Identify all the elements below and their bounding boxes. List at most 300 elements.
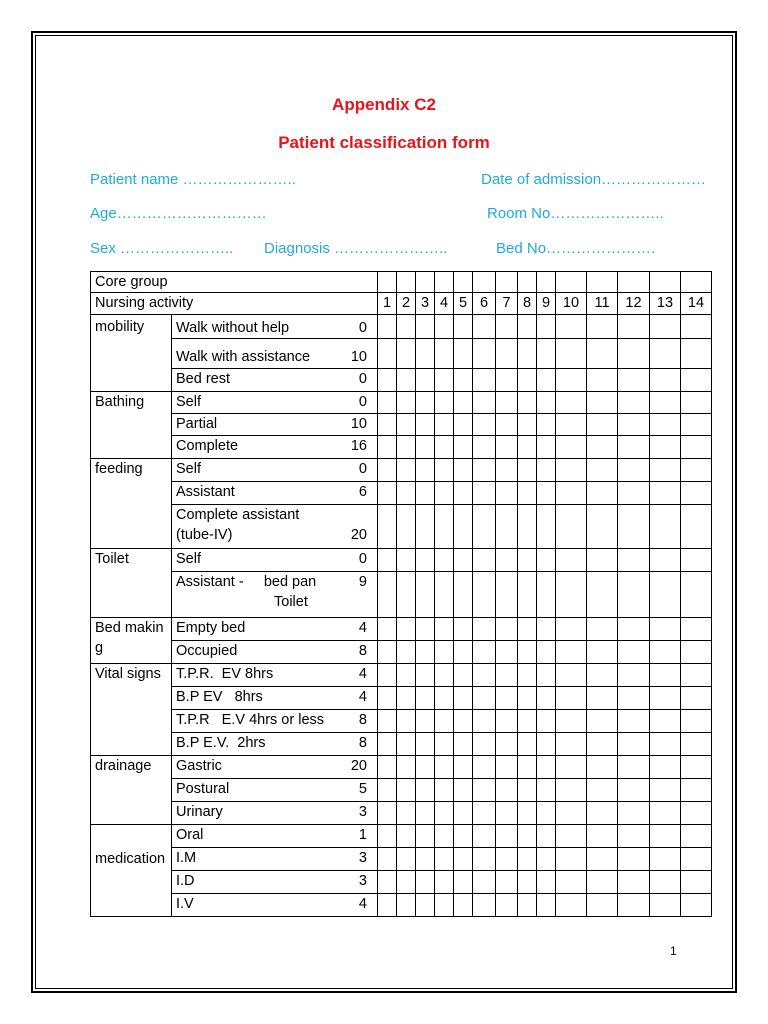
day-entry-cell[interactable]	[556, 664, 587, 687]
day-entry-cell[interactable]	[454, 641, 473, 664]
day-entry-cell[interactable]	[681, 436, 712, 459]
day-entry-cell[interactable]	[496, 459, 518, 482]
day-entry-cell[interactable]	[435, 710, 454, 733]
day-entry-cell[interactable]	[650, 618, 681, 641]
day-entry-cell[interactable]	[435, 756, 454, 779]
day-entry-cell[interactable]	[378, 549, 397, 572]
day-entry-cell[interactable]	[378, 710, 397, 733]
day-entry-cell[interactable]	[397, 825, 416, 848]
day-entry-cell[interactable]	[518, 369, 537, 392]
day-entry-cell[interactable]	[496, 392, 518, 414]
day-entry-cell[interactable]	[518, 871, 537, 894]
day-entry-cell[interactable]	[650, 825, 681, 848]
day-entry-cell[interactable]	[681, 315, 712, 339]
day-entry-cell[interactable]	[681, 572, 712, 618]
day-entry-cell[interactable]	[473, 549, 496, 572]
day-entry-cell[interactable]	[681, 369, 712, 392]
day-entry-cell[interactable]	[681, 549, 712, 572]
day-entry-cell[interactable]	[587, 779, 618, 802]
day-entry-cell[interactable]	[454, 414, 473, 436]
day-entry-cell[interactable]	[681, 871, 712, 894]
day-entry-cell[interactable]	[618, 756, 650, 779]
day-entry-cell[interactable]	[416, 641, 435, 664]
age-field[interactable]: Age…………………………	[90, 205, 267, 222]
day-entry-cell[interactable]	[496, 733, 518, 756]
day-entry-cell[interactable]	[397, 392, 416, 414]
day-entry-cell[interactable]	[537, 369, 556, 392]
day-entry-cell[interactable]	[397, 369, 416, 392]
day-entry-cell[interactable]	[454, 339, 473, 369]
day-entry-cell[interactable]	[587, 664, 618, 687]
day-entry-cell[interactable]	[496, 482, 518, 505]
day-entry-cell[interactable]	[454, 802, 473, 825]
day-entry-cell[interactable]	[378, 315, 397, 339]
day-entry-cell[interactable]	[556, 392, 587, 414]
day-entry-cell[interactable]	[537, 871, 556, 894]
day-entry-cell[interactable]	[518, 272, 537, 293]
day-entry-cell[interactable]	[496, 710, 518, 733]
day-entry-cell[interactable]	[435, 894, 454, 917]
day-entry-cell[interactable]	[378, 272, 397, 293]
day-entry-cell[interactable]	[496, 848, 518, 871]
day-entry-cell[interactable]	[618, 482, 650, 505]
day-entry-cell[interactable]	[454, 756, 473, 779]
day-entry-cell[interactable]	[537, 505, 556, 549]
day-entry-cell[interactable]	[496, 871, 518, 894]
day-entry-cell[interactable]	[556, 848, 587, 871]
day-entry-cell[interactable]	[587, 894, 618, 917]
day-entry-cell[interactable]	[518, 825, 537, 848]
day-entry-cell[interactable]	[496, 549, 518, 572]
day-entry-cell[interactable]	[650, 459, 681, 482]
day-entry-cell[interactable]	[454, 392, 473, 414]
day-entry-cell[interactable]	[518, 848, 537, 871]
day-entry-cell[interactable]	[473, 687, 496, 710]
day-entry-cell[interactable]	[473, 315, 496, 339]
day-entry-cell[interactable]	[681, 505, 712, 549]
day-entry-cell[interactable]	[556, 549, 587, 572]
day-entry-cell[interactable]	[518, 549, 537, 572]
day-entry-cell[interactable]	[416, 392, 435, 414]
day-entry-cell[interactable]	[473, 825, 496, 848]
day-entry-cell[interactable]	[518, 392, 537, 414]
day-entry-cell[interactable]	[518, 505, 537, 549]
day-entry-cell[interactable]	[650, 505, 681, 549]
day-entry-cell[interactable]	[618, 687, 650, 710]
day-entry-cell[interactable]	[556, 414, 587, 436]
day-entry-cell[interactable]	[518, 802, 537, 825]
day-entry-cell[interactable]	[618, 848, 650, 871]
day-entry-cell[interactable]	[618, 710, 650, 733]
day-entry-cell[interactable]	[518, 664, 537, 687]
day-entry-cell[interactable]	[496, 414, 518, 436]
day-entry-cell[interactable]	[416, 894, 435, 917]
day-entry-cell[interactable]	[473, 414, 496, 436]
day-entry-cell[interactable]	[496, 369, 518, 392]
day-entry-cell[interactable]	[618, 414, 650, 436]
day-entry-cell[interactable]	[556, 482, 587, 505]
day-entry-cell[interactable]	[435, 549, 454, 572]
day-entry-cell[interactable]	[681, 710, 712, 733]
patient-name-field[interactable]: Patient name …………………..	[90, 171, 296, 188]
day-entry-cell[interactable]	[556, 572, 587, 618]
day-entry-cell[interactable]	[681, 779, 712, 802]
day-entry-cell[interactable]	[537, 664, 556, 687]
day-entry-cell[interactable]	[435, 802, 454, 825]
day-entry-cell[interactable]	[435, 641, 454, 664]
day-entry-cell[interactable]	[454, 272, 473, 293]
day-entry-cell[interactable]	[681, 687, 712, 710]
day-entry-cell[interactable]	[416, 482, 435, 505]
day-entry-cell[interactable]	[378, 505, 397, 549]
day-entry-cell[interactable]	[496, 572, 518, 618]
day-entry-cell[interactable]	[397, 618, 416, 641]
day-entry-cell[interactable]	[397, 572, 416, 618]
day-entry-cell[interactable]	[587, 710, 618, 733]
day-entry-cell[interactable]	[587, 756, 618, 779]
day-entry-cell[interactable]	[454, 779, 473, 802]
day-entry-cell[interactable]	[397, 687, 416, 710]
day-entry-cell[interactable]	[496, 272, 518, 293]
day-entry-cell[interactable]	[473, 894, 496, 917]
day-entry-cell[interactable]	[378, 618, 397, 641]
day-entry-cell[interactable]	[454, 871, 473, 894]
day-entry-cell[interactable]	[435, 733, 454, 756]
day-entry-cell[interactable]	[650, 392, 681, 414]
day-entry-cell[interactable]	[435, 339, 454, 369]
day-entry-cell[interactable]	[556, 339, 587, 369]
day-entry-cell[interactable]	[556, 756, 587, 779]
day-entry-cell[interactable]	[537, 459, 556, 482]
day-entry-cell[interactable]	[435, 272, 454, 293]
day-entry-cell[interactable]	[397, 315, 416, 339]
day-entry-cell[interactable]	[416, 871, 435, 894]
day-entry-cell[interactable]	[416, 272, 435, 293]
day-entry-cell[interactable]	[681, 848, 712, 871]
day-entry-cell[interactable]	[681, 414, 712, 436]
day-entry-cell[interactable]	[537, 618, 556, 641]
day-entry-cell[interactable]	[556, 825, 587, 848]
day-entry-cell[interactable]	[618, 802, 650, 825]
day-entry-cell[interactable]	[537, 315, 556, 339]
day-entry-cell[interactable]	[618, 779, 650, 802]
day-entry-cell[interactable]	[496, 436, 518, 459]
day-entry-cell[interactable]	[537, 641, 556, 664]
day-entry-cell[interactable]	[518, 641, 537, 664]
day-entry-cell[interactable]	[473, 641, 496, 664]
day-entry-cell[interactable]	[397, 436, 416, 459]
day-entry-cell[interactable]	[650, 802, 681, 825]
day-entry-cell[interactable]	[556, 641, 587, 664]
day-entry-cell[interactable]	[397, 482, 416, 505]
day-entry-cell[interactable]	[397, 710, 416, 733]
day-entry-cell[interactable]	[650, 871, 681, 894]
day-entry-cell[interactable]	[435, 618, 454, 641]
day-entry-cell[interactable]	[473, 848, 496, 871]
day-entry-cell[interactable]	[473, 756, 496, 779]
day-entry-cell[interactable]	[681, 459, 712, 482]
room-no-field[interactable]: Room No…………………..	[487, 205, 664, 222]
day-entry-cell[interactable]	[618, 871, 650, 894]
day-entry-cell[interactable]	[496, 641, 518, 664]
day-entry-cell[interactable]	[397, 733, 416, 756]
day-entry-cell[interactable]	[681, 894, 712, 917]
day-entry-cell[interactable]	[537, 779, 556, 802]
day-entry-cell[interactable]	[496, 779, 518, 802]
day-entry-cell[interactable]	[378, 436, 397, 459]
day-entry-cell[interactable]	[454, 436, 473, 459]
day-entry-cell[interactable]	[378, 871, 397, 894]
day-entry-cell[interactable]	[397, 756, 416, 779]
day-entry-cell[interactable]	[473, 339, 496, 369]
day-entry-cell[interactable]	[650, 687, 681, 710]
day-entry-cell[interactable]	[496, 339, 518, 369]
day-entry-cell[interactable]	[618, 641, 650, 664]
day-entry-cell[interactable]	[556, 710, 587, 733]
day-entry-cell[interactable]	[618, 894, 650, 917]
day-entry-cell[interactable]	[618, 664, 650, 687]
day-entry-cell[interactable]	[378, 779, 397, 802]
day-entry-cell[interactable]	[378, 756, 397, 779]
day-entry-cell[interactable]	[416, 664, 435, 687]
day-entry-cell[interactable]	[618, 572, 650, 618]
day-entry-cell[interactable]	[681, 664, 712, 687]
day-entry-cell[interactable]	[378, 848, 397, 871]
day-entry-cell[interactable]	[416, 618, 435, 641]
day-entry-cell[interactable]	[618, 505, 650, 549]
day-entry-cell[interactable]	[435, 687, 454, 710]
day-entry-cell[interactable]	[397, 549, 416, 572]
day-entry-cell[interactable]	[378, 339, 397, 369]
day-entry-cell[interactable]	[518, 436, 537, 459]
day-entry-cell[interactable]	[650, 641, 681, 664]
day-entry-cell[interactable]	[556, 733, 587, 756]
day-entry-cell[interactable]	[518, 414, 537, 436]
day-entry-cell[interactable]	[397, 848, 416, 871]
day-entry-cell[interactable]	[454, 848, 473, 871]
day-entry-cell[interactable]	[681, 733, 712, 756]
day-entry-cell[interactable]	[650, 414, 681, 436]
bed-no-field[interactable]: Bed No………………….	[496, 240, 656, 257]
day-entry-cell[interactable]	[416, 779, 435, 802]
day-entry-cell[interactable]	[473, 459, 496, 482]
day-entry-cell[interactable]	[496, 315, 518, 339]
day-entry-cell[interactable]	[473, 802, 496, 825]
day-entry-cell[interactable]	[435, 848, 454, 871]
day-entry-cell[interactable]	[435, 871, 454, 894]
day-entry-cell[interactable]	[416, 733, 435, 756]
day-entry-cell[interactable]	[435, 392, 454, 414]
day-entry-cell[interactable]	[587, 848, 618, 871]
day-entry-cell[interactable]	[496, 687, 518, 710]
day-entry-cell[interactable]	[435, 482, 454, 505]
day-entry-cell[interactable]	[681, 641, 712, 664]
day-entry-cell[interactable]	[473, 272, 496, 293]
day-entry-cell[interactable]	[416, 710, 435, 733]
day-entry-cell[interactable]	[587, 459, 618, 482]
day-entry-cell[interactable]	[556, 315, 587, 339]
day-entry-cell[interactable]	[650, 315, 681, 339]
day-entry-cell[interactable]	[556, 505, 587, 549]
day-entry-cell[interactable]	[496, 894, 518, 917]
day-entry-cell[interactable]	[537, 414, 556, 436]
day-entry-cell[interactable]	[537, 687, 556, 710]
day-entry-cell[interactable]	[681, 339, 712, 369]
day-entry-cell[interactable]	[681, 802, 712, 825]
day-entry-cell[interactable]	[556, 779, 587, 802]
day-entry-cell[interactable]	[454, 733, 473, 756]
day-entry-cell[interactable]	[650, 272, 681, 293]
day-entry-cell[interactable]	[556, 369, 587, 392]
day-entry-cell[interactable]	[518, 618, 537, 641]
day-entry-cell[interactable]	[397, 505, 416, 549]
day-entry-cell[interactable]	[650, 436, 681, 459]
day-entry-cell[interactable]	[537, 436, 556, 459]
day-entry-cell[interactable]	[537, 272, 556, 293]
day-entry-cell[interactable]	[473, 369, 496, 392]
day-entry-cell[interactable]	[416, 848, 435, 871]
day-entry-cell[interactable]	[454, 894, 473, 917]
day-entry-cell[interactable]	[650, 779, 681, 802]
day-entry-cell[interactable]	[518, 315, 537, 339]
day-entry-cell[interactable]	[556, 272, 587, 293]
day-entry-cell[interactable]	[416, 414, 435, 436]
day-entry-cell[interactable]	[518, 339, 537, 369]
day-entry-cell[interactable]	[650, 894, 681, 917]
day-entry-cell[interactable]	[518, 710, 537, 733]
day-entry-cell[interactable]	[556, 871, 587, 894]
date-of-admission-field[interactable]: Date of admission…………………	[481, 171, 707, 188]
day-entry-cell[interactable]	[587, 733, 618, 756]
day-entry-cell[interactable]	[556, 687, 587, 710]
day-entry-cell[interactable]	[587, 549, 618, 572]
day-entry-cell[interactable]	[397, 779, 416, 802]
day-entry-cell[interactable]	[397, 339, 416, 369]
day-entry-cell[interactable]	[537, 392, 556, 414]
day-entry-cell[interactable]	[681, 825, 712, 848]
day-entry-cell[interactable]	[416, 756, 435, 779]
day-entry-cell[interactable]	[537, 825, 556, 848]
day-entry-cell[interactable]	[650, 848, 681, 871]
day-entry-cell[interactable]	[496, 664, 518, 687]
day-entry-cell[interactable]	[556, 436, 587, 459]
day-entry-cell[interactable]	[378, 392, 397, 414]
day-entry-cell[interactable]	[587, 641, 618, 664]
day-entry-cell[interactable]	[537, 549, 556, 572]
day-entry-cell[interactable]	[473, 664, 496, 687]
day-entry-cell[interactable]	[587, 618, 618, 641]
day-entry-cell[interactable]	[473, 618, 496, 641]
day-entry-cell[interactable]	[650, 549, 681, 572]
day-entry-cell[interactable]	[378, 664, 397, 687]
day-entry-cell[interactable]	[416, 549, 435, 572]
day-entry-cell[interactable]	[556, 618, 587, 641]
day-entry-cell[interactable]	[454, 369, 473, 392]
day-entry-cell[interactable]	[496, 802, 518, 825]
day-entry-cell[interactable]	[378, 894, 397, 917]
day-entry-cell[interactable]	[650, 733, 681, 756]
day-entry-cell[interactable]	[618, 618, 650, 641]
day-entry-cell[interactable]	[618, 549, 650, 572]
day-entry-cell[interactable]	[537, 710, 556, 733]
day-entry-cell[interactable]	[587, 315, 618, 339]
day-entry-cell[interactable]	[518, 779, 537, 802]
day-entry-cell[interactable]	[537, 572, 556, 618]
day-entry-cell[interactable]	[681, 392, 712, 414]
day-entry-cell[interactable]	[416, 572, 435, 618]
day-entry-cell[interactable]	[587, 436, 618, 459]
day-entry-cell[interactable]	[518, 459, 537, 482]
day-entry-cell[interactable]	[496, 825, 518, 848]
day-entry-cell[interactable]	[378, 369, 397, 392]
day-entry-cell[interactable]	[435, 572, 454, 618]
day-entry-cell[interactable]	[473, 871, 496, 894]
day-entry-cell[interactable]	[681, 482, 712, 505]
day-entry-cell[interactable]	[618, 825, 650, 848]
day-entry-cell[interactable]	[681, 618, 712, 641]
day-entry-cell[interactable]	[454, 618, 473, 641]
day-entry-cell[interactable]	[587, 414, 618, 436]
day-entry-cell[interactable]	[537, 339, 556, 369]
day-entry-cell[interactable]	[378, 572, 397, 618]
day-entry-cell[interactable]	[435, 459, 454, 482]
day-entry-cell[interactable]	[618, 272, 650, 293]
day-entry-cell[interactable]	[618, 392, 650, 414]
day-entry-cell[interactable]	[518, 733, 537, 756]
day-entry-cell[interactable]	[650, 756, 681, 779]
day-entry-cell[interactable]	[378, 414, 397, 436]
day-entry-cell[interactable]	[397, 272, 416, 293]
day-entry-cell[interactable]	[416, 802, 435, 825]
day-entry-cell[interactable]	[587, 392, 618, 414]
day-entry-cell[interactable]	[454, 505, 473, 549]
day-entry-cell[interactable]	[587, 687, 618, 710]
day-entry-cell[interactable]	[435, 315, 454, 339]
day-entry-cell[interactable]	[518, 482, 537, 505]
day-entry-cell[interactable]	[473, 482, 496, 505]
day-entry-cell[interactable]	[416, 369, 435, 392]
day-entry-cell[interactable]	[473, 572, 496, 618]
day-entry-cell[interactable]	[435, 505, 454, 549]
day-entry-cell[interactable]	[435, 369, 454, 392]
day-entry-cell[interactable]	[650, 572, 681, 618]
day-entry-cell[interactable]	[587, 825, 618, 848]
day-entry-cell[interactable]	[556, 459, 587, 482]
day-entry-cell[interactable]	[378, 825, 397, 848]
day-entry-cell[interactable]	[416, 436, 435, 459]
day-entry-cell[interactable]	[435, 436, 454, 459]
day-entry-cell[interactable]	[454, 549, 473, 572]
day-entry-cell[interactable]	[378, 459, 397, 482]
day-entry-cell[interactable]	[416, 687, 435, 710]
day-entry-cell[interactable]	[454, 825, 473, 848]
day-entry-cell[interactable]	[397, 894, 416, 917]
day-entry-cell[interactable]	[378, 482, 397, 505]
day-entry-cell[interactable]	[537, 802, 556, 825]
diagnosis-field[interactable]: Diagnosis …………………..	[264, 240, 448, 257]
day-entry-cell[interactable]	[587, 572, 618, 618]
day-entry-cell[interactable]	[378, 802, 397, 825]
day-entry-cell[interactable]	[473, 392, 496, 414]
day-entry-cell[interactable]	[518, 687, 537, 710]
day-entry-cell[interactable]	[537, 756, 556, 779]
day-entry-cell[interactable]	[618, 369, 650, 392]
day-entry-cell[interactable]	[496, 618, 518, 641]
day-entry-cell[interactable]	[650, 664, 681, 687]
day-entry-cell[interactable]	[618, 315, 650, 339]
day-entry-cell[interactable]	[618, 436, 650, 459]
day-entry-cell[interactable]	[435, 825, 454, 848]
